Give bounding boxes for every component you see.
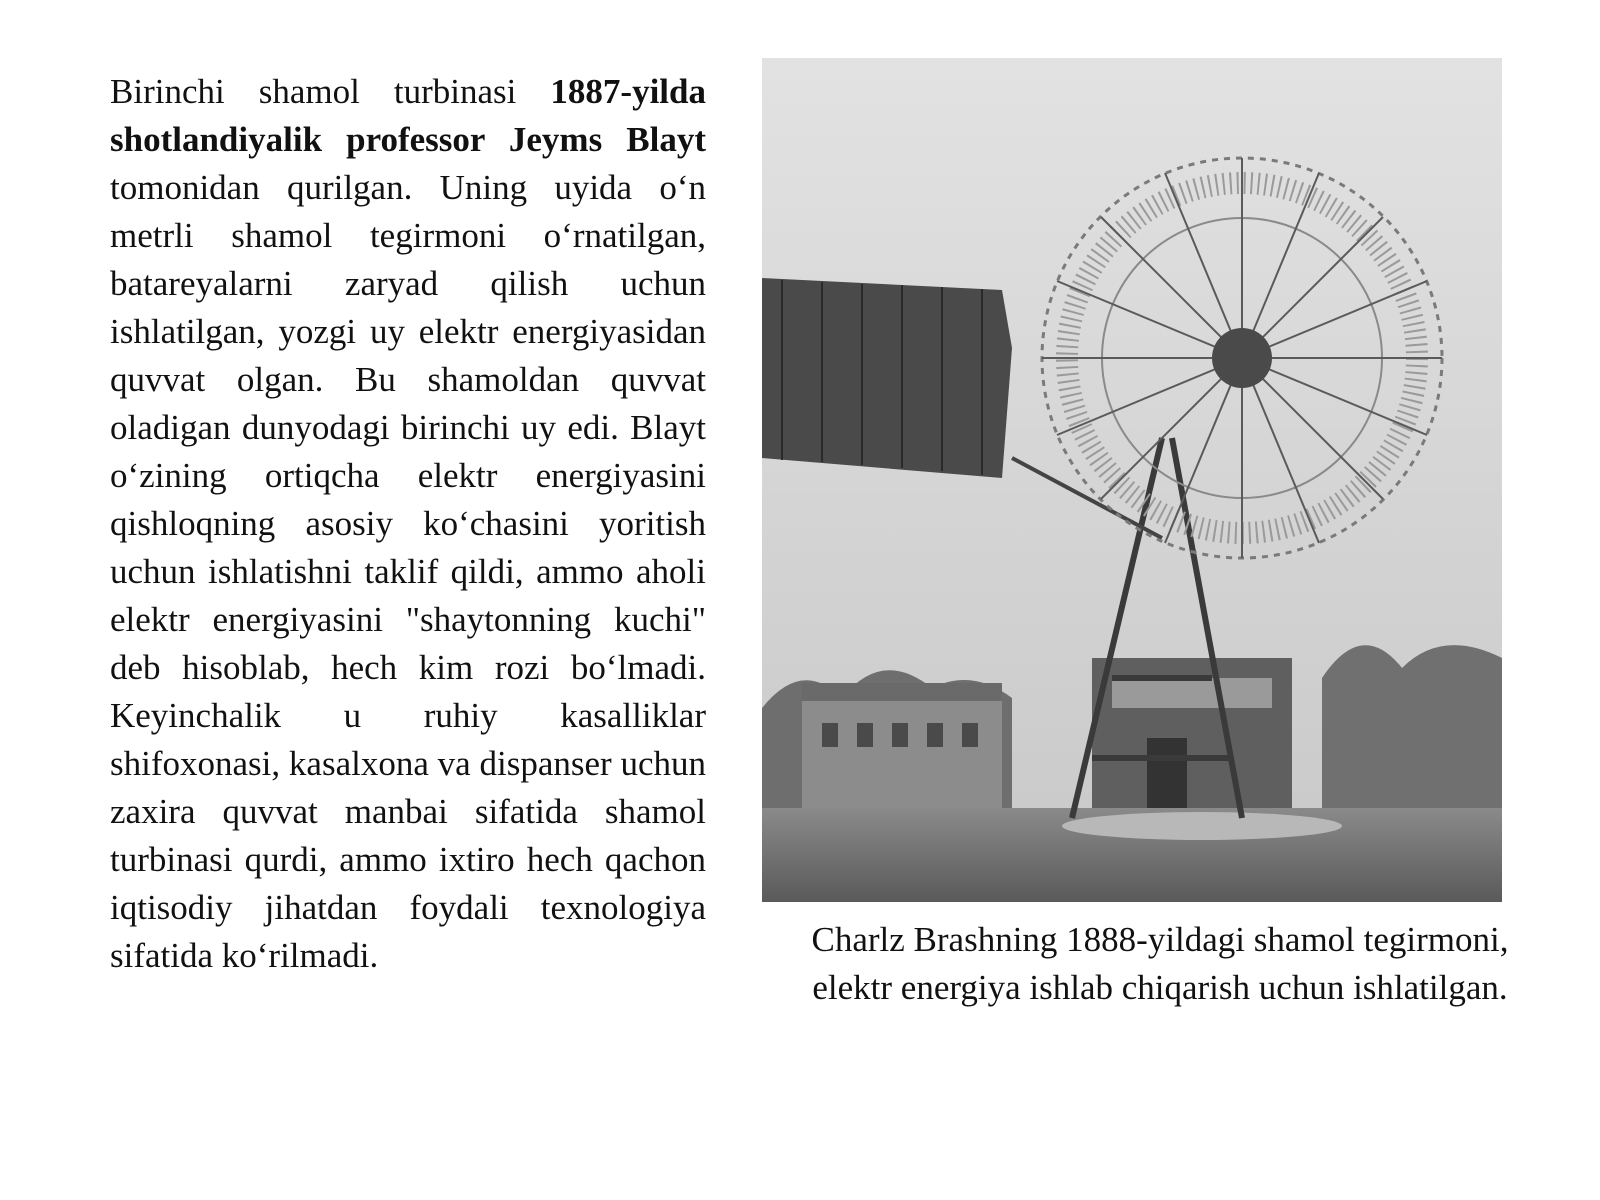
body-paragraph	[110, 68, 706, 980]
figure-caption: Charlz Brashning 1888-yildagi shamol tegirmoni, elektr energiya ishlab chiqarish uchun ishlatilgan.	[811, 920, 1509, 1007]
paragraph-bold-highlight: 1887-yilda shotlandiyalik professor Jeyms Blayt	[110, 72, 706, 159]
paragraph-intro: Birinchi shamol turbinasi	[110, 72, 551, 111]
windmill-photo-illustration	[762, 58, 1502, 902]
windmill-photo	[762, 58, 1502, 902]
paragraph-rest: tomonidan qurilgan. Uning uyida o‘n metrli shamol tegirmoni o‘rnatilgan, batareyalarni zaryad qilish uchun ishlatilgan, yozgi uy elektr energiyasidan quvvat olgan. Bu shamoldan quvvat oladigan dunyodagi birinchi uy edi. Blayt o‘zining ortiqcha elektr energiyasini qishloqning asosiy ko‘chasini yoritish uchun ishlatishni taklif qildi, ammo aholi elektr energiyasini "shaytonning kuchi" deb hisoblab, hech kim rozi bo‘lmadi. Keyinchalik u ruhiy kasalliklar shifoxonasi, kasalxona va dispanser uchun zaxira quvvat manbai sifatida shamol turbinasi qurdi, ammo ixtiro hech qachon iqtisodiy jihatdan foydali texnologiya sifatida ko‘rilmadi.	[110, 168, 706, 975]
